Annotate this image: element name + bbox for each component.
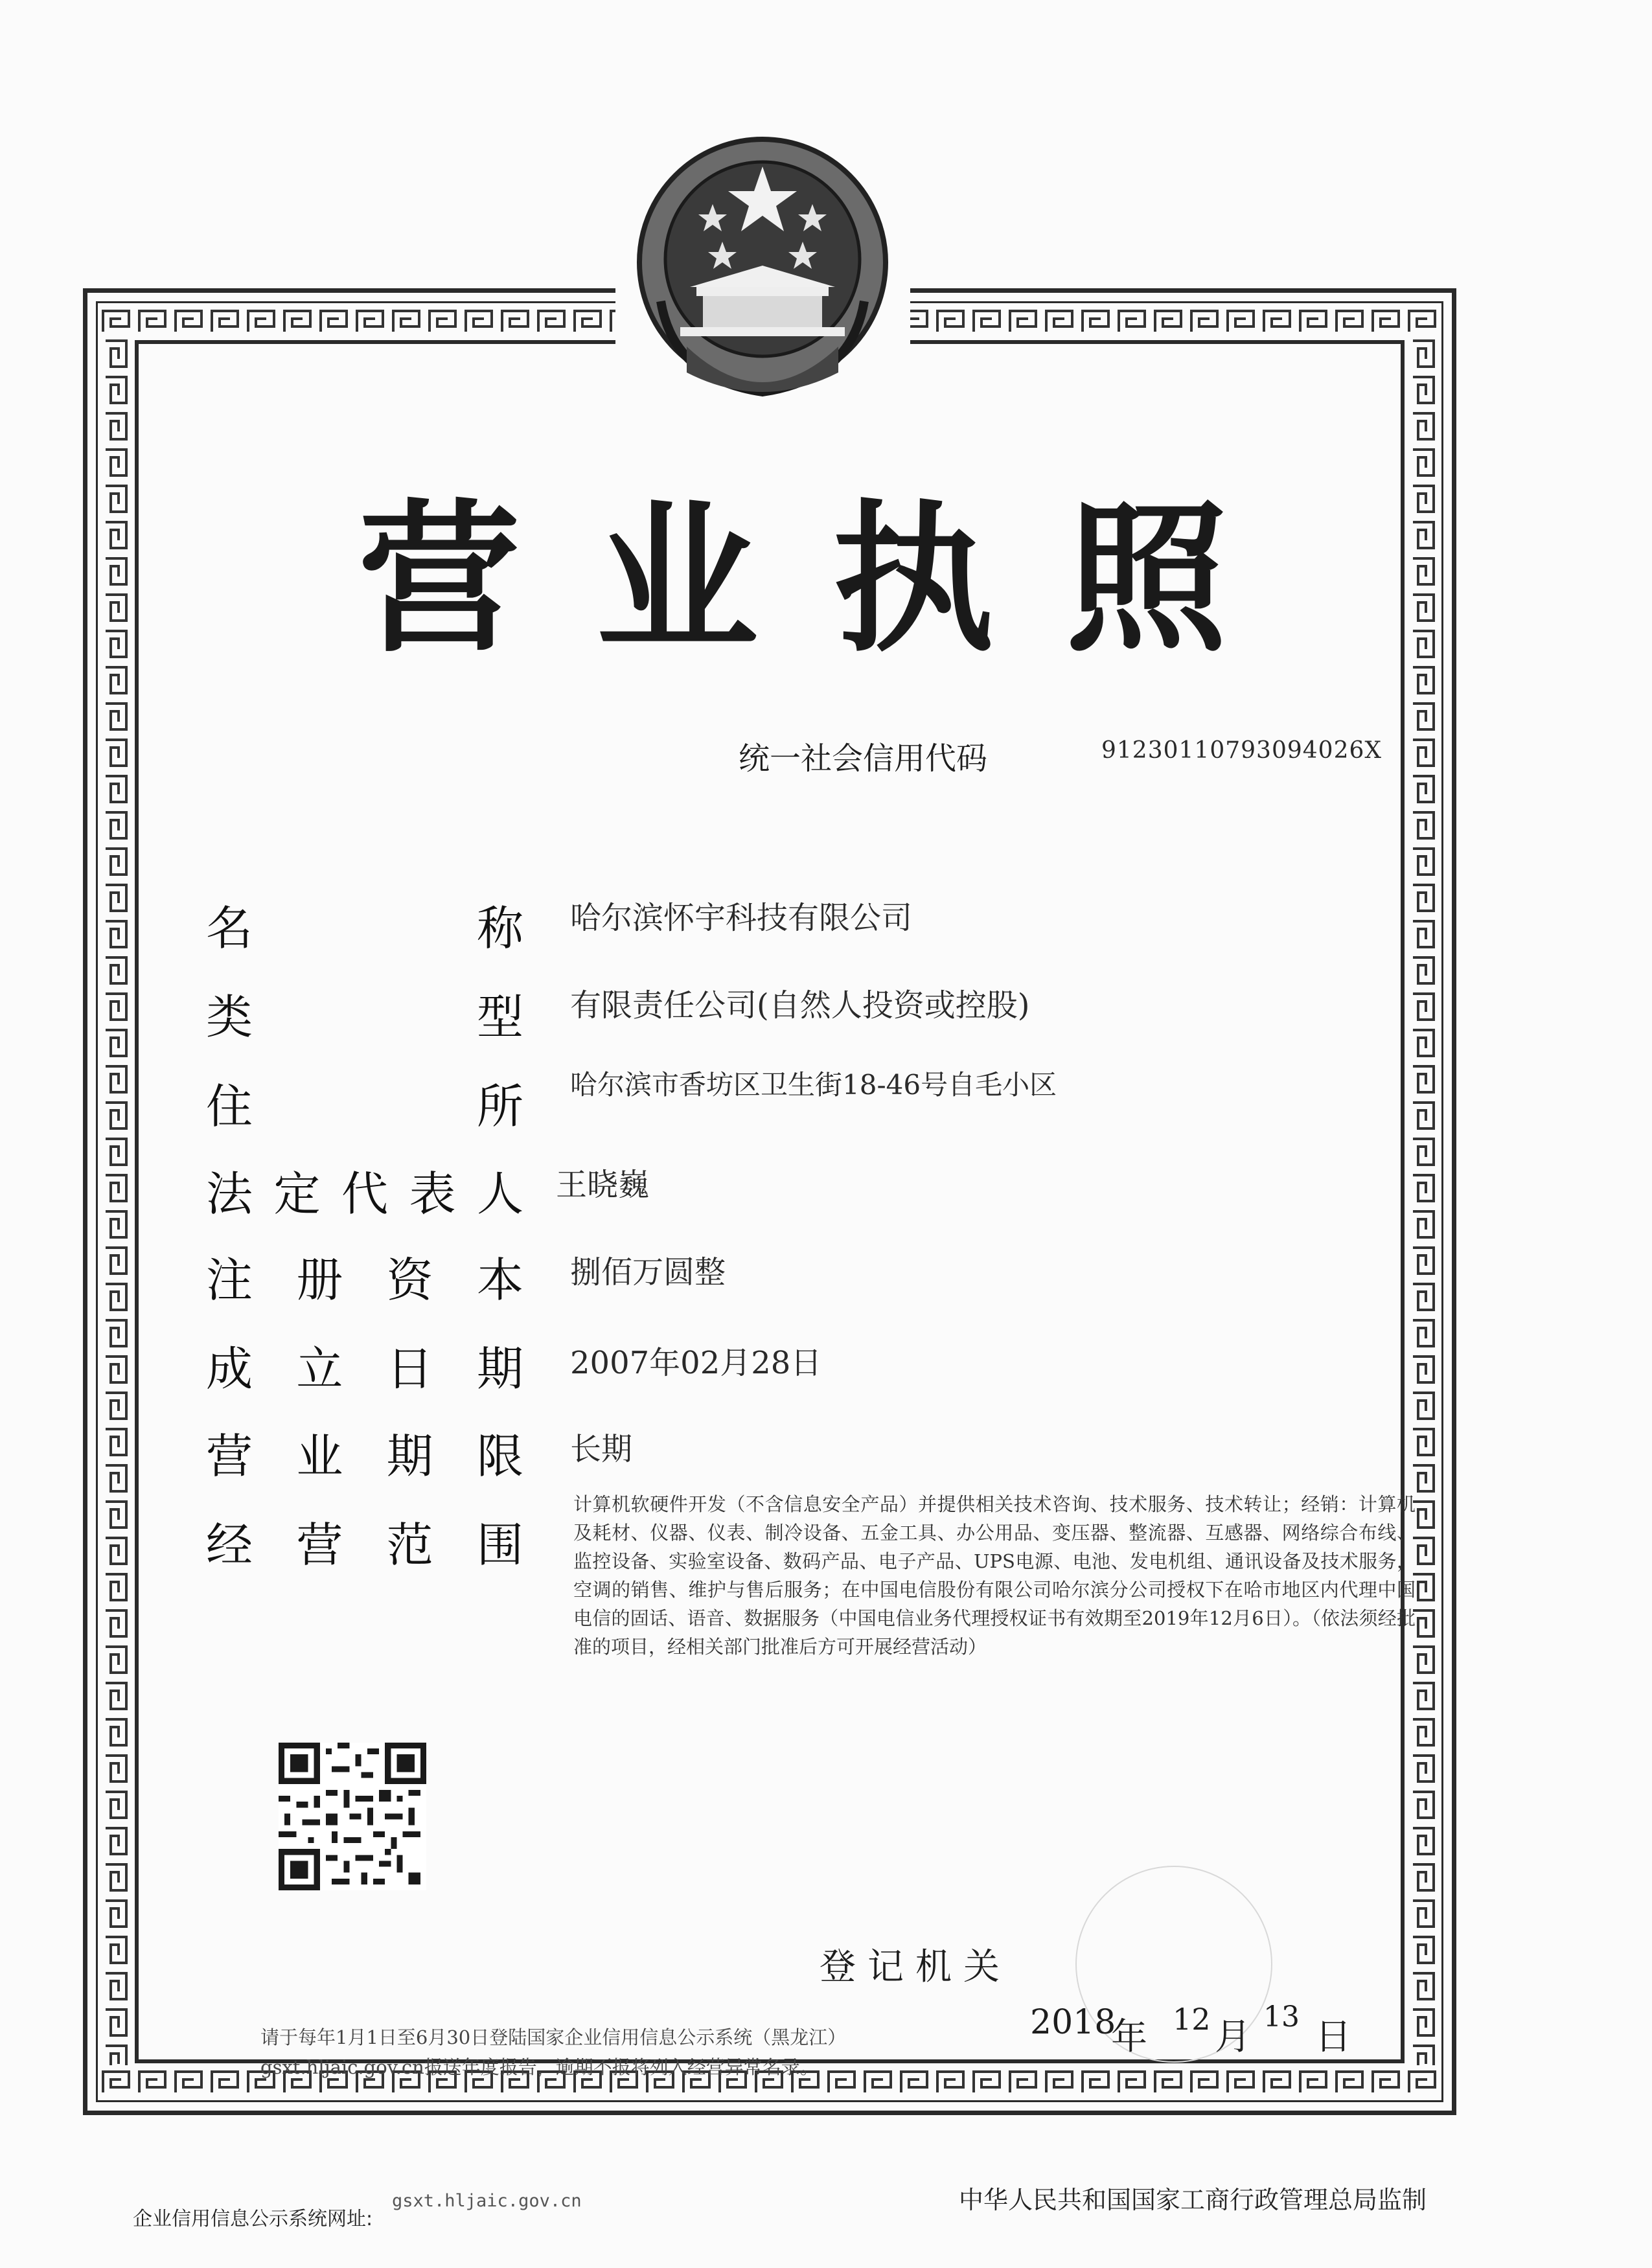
footer-website-label: 企业信用信息公示系统网址: [133, 2208, 373, 2230]
credit-code-label: 统一社会信用代码 [739, 740, 988, 777]
field-label-type: 类 型 [206, 990, 523, 1044]
field-label-business-scope: 经 营 范 围 [206, 1518, 523, 1572]
title-char-4: 照 [1066, 485, 1228, 674]
national-emblem-icon [615, 133, 910, 418]
field-value-address: 哈尔滨市香坊区卫生街18-46号自毛小区 [570, 1069, 1057, 1101]
credit-code-value: 91230110793094026X [1101, 737, 1382, 764]
registration-month: 12 [1173, 2002, 1211, 2037]
qr-code[interactable] [279, 1743, 426, 1890]
field-value-establish-date: 2007年02月28日 [570, 1345, 822, 1381]
annual-report-notice-line-2: gsxt.hljaic.gov.cn报送年度报告，逾期不报将列入经营异常名录。 [260, 2056, 819, 2078]
business-scope-text: 计算机软硬件开发（不含信息安全产品）并提供相关技术咨询、技术服务、技术转让；经销：计算机及耗材、仪器、仪表、制冷设备、五金工具、办公用品、变压器、整流器、互感器、网络综合布线、监控设备、实验室设备、数码产品、电子产品、UPS电源、电池、发电机组、通讯设备及技术服务，空调的销售、维护与售后服务；在中国电信股份有限公司哈尔滨分公司授权下在哈市地区内代理中国电信的固话、语音、数据服务（中国电信业务代理授权证书有效期至2019年12月6日）。（依法须经批准的项目，经相关部门批准后方可开展经营活动） [573, 1493, 1416, 1658]
footer-website-url[interactable]: gsxt.hljaic.gov.cn [392, 2191, 582, 2211]
field-label-business-term: 营 业 期 限 [206, 1429, 523, 1483]
border-pattern-right [1408, 338, 1439, 2065]
field-label-name: 名 称 [206, 901, 523, 956]
field-value-business-term: 长期 [570, 1431, 633, 1467]
registration-day-unit: 日 [1315, 2016, 1351, 2058]
field-value-legal-representative: 王晓巍 [556, 1167, 650, 1203]
field-label-registered-capital: 注 册 资 本 [206, 1253, 523, 1307]
border-pattern-left [100, 338, 132, 2065]
registration-year: 2018 [1030, 2003, 1116, 2042]
registration-month-unit: 月 [1215, 2016, 1251, 2058]
field-value-registered-capital: 捌佰万圆整 [570, 1254, 726, 1290]
registration-authority-label: 登记机关 [820, 1946, 1011, 1988]
title-char-3: 执 [832, 485, 994, 674]
field-value-type: 有限责任公司(自然人投资或控股) [570, 987, 1030, 1024]
field-label-establish-date: 成 立 日 期 [206, 1342, 523, 1396]
field-label-address: 住 所 [206, 1079, 523, 1134]
registration-day: 13 [1263, 2000, 1300, 2033]
field-value-name: 哈尔滨怀宇科技有限公司 [570, 900, 913, 936]
title-char-2: 业 [596, 485, 758, 674]
footer-supervision-text: 中华人民共和国国家工商行政管理总局监制 [959, 2186, 1427, 2214]
annual-report-notice-line-1: 请于每年1月1日至6月30日登陆国家企业信用信息公示系统（黑龙江） [260, 2026, 847, 2048]
title-char-1: 营 [358, 485, 520, 674]
registration-year-unit: 年 [1111, 2016, 1147, 2058]
field-label-legal-representative: 法 定 代 表 人 [206, 1167, 523, 1221]
